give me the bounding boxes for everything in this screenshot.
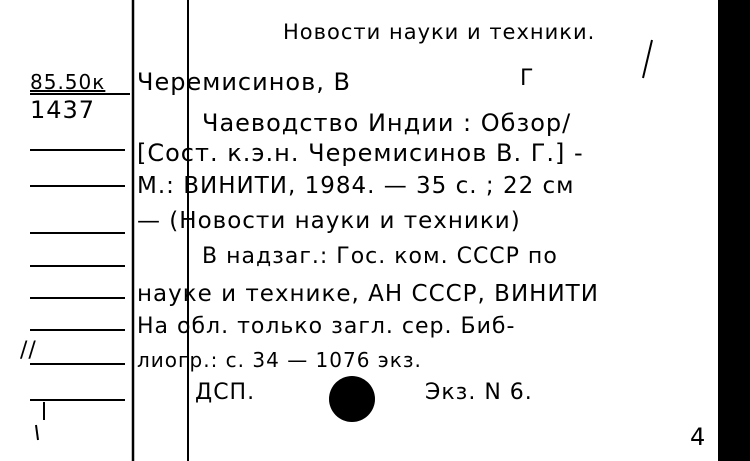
margin-mark: // [20, 338, 37, 363]
call-number: 85.50к [30, 70, 106, 94]
imprint-line: М.: ВИНИТИ, 1984. — 35 с. ; 22 см [137, 173, 575, 199]
copy-number: Экз. N 6. [425, 380, 533, 405]
note-line-3: На обл. только загл. сер. Биб- [137, 314, 516, 339]
restriction-mark: ДСП. [195, 380, 256, 405]
note-line-4: лиогр.: с. 34 — 1076 экз. [137, 348, 422, 372]
series-line: — (Новости науки и техники) [137, 208, 521, 234]
header-mark: Г [520, 66, 535, 91]
inventory-number: 1437 [30, 96, 96, 124]
note-line-2: науке и технике, АН СССР, ВИНИТИ [137, 281, 599, 307]
title-line: Чаеводство Индии : Обзор/ [202, 109, 572, 137]
note-line-1: В надзаг.: Гос. ком. СССР по [202, 244, 558, 269]
compiler-line: [Сост. к.э.н. Черемисинов В. Г.] - [137, 139, 584, 167]
series-header: Новости науки и техники. [283, 20, 596, 44]
author-line: Черемисинов, В [137, 68, 351, 96]
punch-hole [329, 376, 375, 422]
corner-mark: 4 [690, 423, 707, 451]
